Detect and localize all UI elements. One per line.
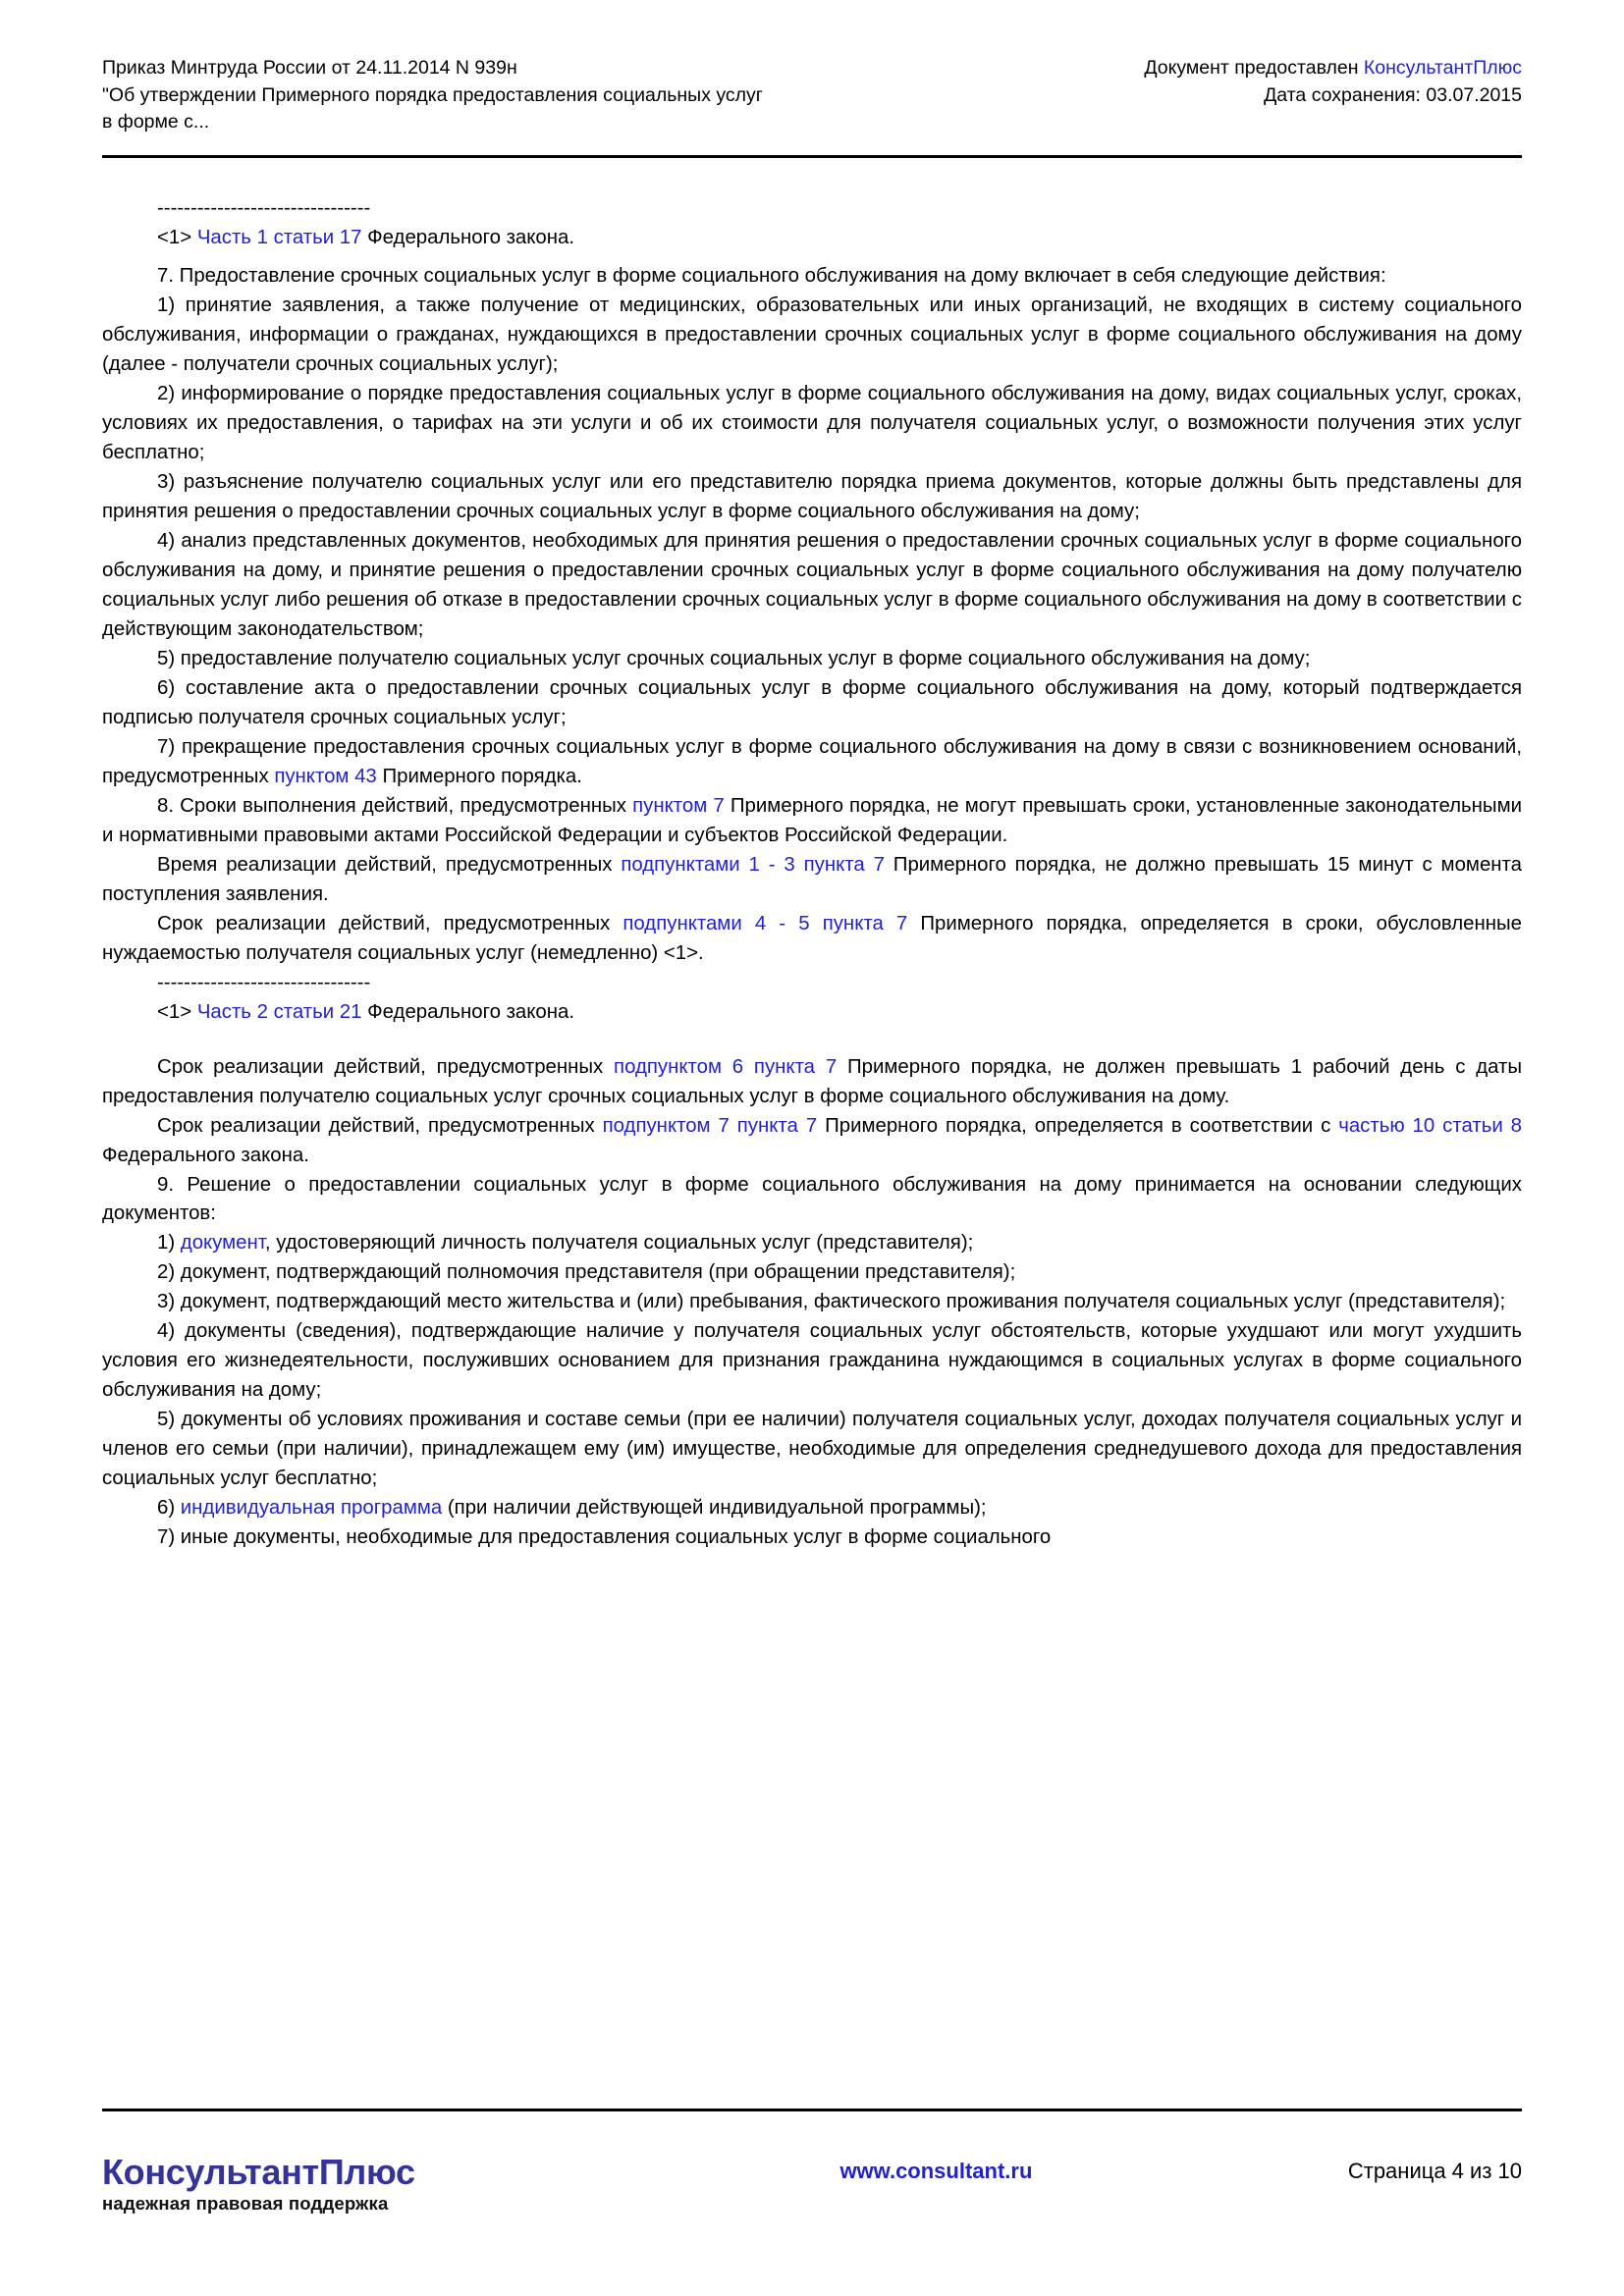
footnote-1-marker: <1> — [157, 226, 197, 248]
paragraph-8-text-b: Примерного порядка, не могут превышать сроки, установленные законодательными и нормативными правовыми актами Российской Федерации и субъектов Российской Федерации. — [102, 794, 1522, 846]
paragraph-8-text-a: 8. Сроки выполнения действий, предусмотренных — [157, 794, 633, 817]
paragraph-7-item-4: 4) анализ представленных документов, необходимых для принятия решения о предоставлении срочных социальных услуг в форме социального обслуживания на дому, и принятие решения о предоставлении срочных социальных услуг в форме социального обслуживания на дому получателю социальных услуг либо решения об отказе в предоставлении срочных социальных услуг в форме социального обслуживания на дому в соответствии с действующим законодательством; — [102, 529, 1522, 640]
paragraph-9-item-7: 7) иные документы, необходимые для предоставления социальных услуг в форме социального — [157, 1526, 1052, 1549]
footnote-separator-2: -------------------------------- — [157, 971, 371, 993]
paragraph-8-subpunkt-6 — [102, 1053, 1522, 1112]
document-source-block — [1144, 55, 1522, 109]
paragraph-9-item-4: 4) документы (сведения), подтверждающие наличие у получателя социальных услуг обстоятельств, которые ухудшают или могут ухудшить условия его жизнедеятельности, послуживших основанием для признания гражданина нуждающимся в социальных услугах в форме социального обслуживания на дому; — [102, 1320, 1522, 1402]
link-dokument[interactable]: документ — [180, 1232, 265, 1255]
paragraph-9: 9. Решение о предоставлении социальных услуг в форме социального обслуживания на дому принимается на основании следующих документов: — [102, 1173, 1522, 1225]
header-divider — [102, 155, 1522, 158]
paragraph-8-subpunkt-7-text-a: Срок реализации действий, предусмотренных — [157, 1114, 603, 1137]
link-individualnaya-programma[interactable]: индивидуальная программа — [180, 1497, 443, 1520]
paragraph-7-item-5: 5) предоставление получателю социальных услуг срочных социальных услуг в форме социального обслуживания на дому; — [157, 647, 1311, 669]
paragraph-8-subpunkt-7-text-c: Федерального закона. — [102, 1144, 309, 1166]
link-podpunkty-4-5-punkta-7[interactable]: подпунктами 4 - 5 пункта 7 — [623, 912, 908, 934]
paragraph-7-item-7-text-b: Примерного порядка. — [376, 765, 582, 787]
footer-url-wrapper — [524, 2155, 1348, 2184]
paragraph-7-item-3: 3) разъяснение получателю социальных услуг или его представителю порядка приема документов, которые должны быть представлены для принятия решения о предоставлении срочных социальных услуг в форме социального обслуживания на дому; — [102, 470, 1522, 522]
paragraph-9-item-3: 3) документ, подтверждающий место жительства и (или) пребывания, фактического проживания получателя социальных услуг (представителя); — [157, 1291, 1506, 1313]
footnote-2 — [102, 998, 1522, 1028]
provided-by-label: Документ предоставлен — [1144, 57, 1364, 79]
document-title-block — [102, 55, 763, 136]
paragraph-9-item-1-marker: 1) — [157, 1232, 181, 1255]
logo-tagline-text: надежная правовая поддержка — [102, 2193, 389, 2214]
logo-main-text: КонсультантПлюс — [102, 2152, 415, 2192]
paragraph-8-term — [102, 910, 1522, 969]
paragraph-8-time-text-b: Примерного порядка, не должно превышать 15 минут с момента поступления заявления. — [102, 853, 1522, 905]
page-number-label: Страница 4 из 10 — [1347, 2159, 1522, 2183]
doc-title-line-2: "Об утверждении Примерного порядка предоставления социальных услуг — [102, 83, 763, 106]
paragraph-8-time-text-a: Время реализации действий, предусмотренных — [157, 853, 622, 876]
link-punkt-43[interactable]: пунктом 43 — [274, 765, 377, 787]
paragraph-8-subpunkt-7-text-b: Примерного порядка, определяется в соответствии с — [817, 1114, 1339, 1137]
paragraph-7-item-1: 1) принятие заявления, а также получение от медицинских, образовательных или иных организаций, не входящих в систему социального обслуживания, информации о гражданах, нуждающихся в предоставлении срочных социальных услуг в форме социального обслуживания на дому (далее - получатели срочных социальных услуг); — [102, 294, 1522, 375]
paragraph-7-item-7 — [102, 733, 1522, 792]
paragraph-8-subpunkt-6-text-a: Срок реализации действий, предусмотренных — [157, 1055, 615, 1078]
paragraph-9-item-5: 5) документы об условиях проживания и составе семьи (при ее наличии) получателя социальных услуг, доходах получателя социальных услуг и членов его семьи (при наличии), принадлежащем ему (им) имуществе, необходимые для определения среднедушевого дохода для предоставления социальных услуг бесплатно; — [102, 1409, 1522, 1490]
paragraph-7: 7. Предоставление срочных социальных услуг в форме социального обслуживания на дому включает в себя следующие действия: — [157, 264, 1386, 287]
footnote-2-tail: Федерального закона. — [361, 1000, 575, 1023]
document-header — [102, 55, 1522, 136]
footnote-1-tail: Федерального закона. — [361, 226, 575, 248]
paragraph-7-item-6: 6) составление акта о предоставлении срочных социальных услуг в форме социального обслуживания на дому, который подтверждается подписью получателя срочных социальных услуг; — [102, 676, 1522, 728]
consultant-plus-link[interactable]: КонсультантПлюс — [1363, 57, 1522, 79]
footnote-2-marker: <1> — [157, 1000, 197, 1023]
link-podpunkty-1-3-punkta-7[interactable]: подпунктами 1 - 3 пункта 7 — [621, 853, 885, 876]
link-podpunkt-7-punkta-7[interactable]: подпунктом 7 пункта 7 — [602, 1114, 818, 1137]
footnote-1 — [102, 224, 1522, 253]
consultant-plus-logo — [102, 2152, 524, 2214]
footnote-separator-1: -------------------------------- — [157, 197, 371, 219]
paragraph-8 — [102, 792, 1522, 851]
paragraph-9-item-2: 2) документ, подтверждающий полномочия представителя (при обращении представителя); — [157, 1261, 1016, 1284]
paragraph-9-item-6-text: (при наличии действующей индивидуальной программы); — [442, 1497, 987, 1520]
paragraph-8-subpunkt-6-text-b: Примерного порядка, не должен превышать 1 рабочий день с даты предоставления получателю социальных услуг срочных социальных услуг в форме социального обслуживания на дому. — [102, 1055, 1522, 1107]
link-chastyu-10-statyi-8[interactable]: частью 10 статьи 8 — [1338, 1114, 1522, 1137]
footnote-2-link[interactable]: Часть 2 статьи 21 — [196, 1000, 362, 1023]
paragraph-9-item-1-text: , удостоверяющий личность получателя социальных услуг (представителя); — [264, 1232, 974, 1255]
paragraph-8-term-text-a: Срок реализации действий, предусмотренных — [157, 912, 623, 934]
consultant-website-link[interactable]: www.consultant.ru — [839, 2159, 1033, 2183]
document-body — [102, 194, 1522, 1553]
paragraph-9-item-6-marker: 6) — [157, 1497, 181, 1520]
paragraph-8-term-text-b: Примерного порядка, определяется в сроки, обусловленные нуждаемостью получателя социальных услуг (немедленно) <1>. — [102, 912, 1522, 964]
link-punkt-7[interactable]: пунктом 7 — [632, 794, 725, 817]
paragraph-7-item-7-text-a: 7) прекращение предоставления срочных социальных услуг в форме социального обслуживания на дому в связи с возникновением оснований, предусмотренных — [102, 735, 1522, 787]
paragraph-7-item-2: 2) информирование о порядке предоставления социальных услуг в форме социального обслуживания на дому, видах социальных услуг, сроках, условиях их предоставления, о тарифах на эти услуги и об их стоимости для получателя социальных услуг, о возможности получения этих услуг бесплатно; — [102, 382, 1522, 463]
paragraph-9-item-1 — [102, 1229, 1522, 1258]
provided-by-line — [1144, 55, 1522, 82]
saved-date-label: Дата сохранения: 03.07.2015 — [1264, 83, 1522, 106]
paragraph-8-time — [102, 851, 1522, 910]
document-footer — [102, 2152, 1522, 2214]
doc-title-line-1: Приказ Минтруда России от 24.11.2014 N 939н — [102, 57, 517, 79]
doc-title-line-3: в форме с... — [102, 111, 210, 133]
footer-divider — [102, 2109, 1522, 2111]
link-podpunkt-6-punkta-7[interactable]: подпунктом 6 пункта 7 — [614, 1055, 838, 1078]
paragraph-9-item-6 — [102, 1494, 1522, 1523]
paragraph-8-subpunkt-7 — [102, 1112, 1522, 1171]
footnote-1-link[interactable]: Часть 1 статьи 17 — [196, 226, 362, 248]
